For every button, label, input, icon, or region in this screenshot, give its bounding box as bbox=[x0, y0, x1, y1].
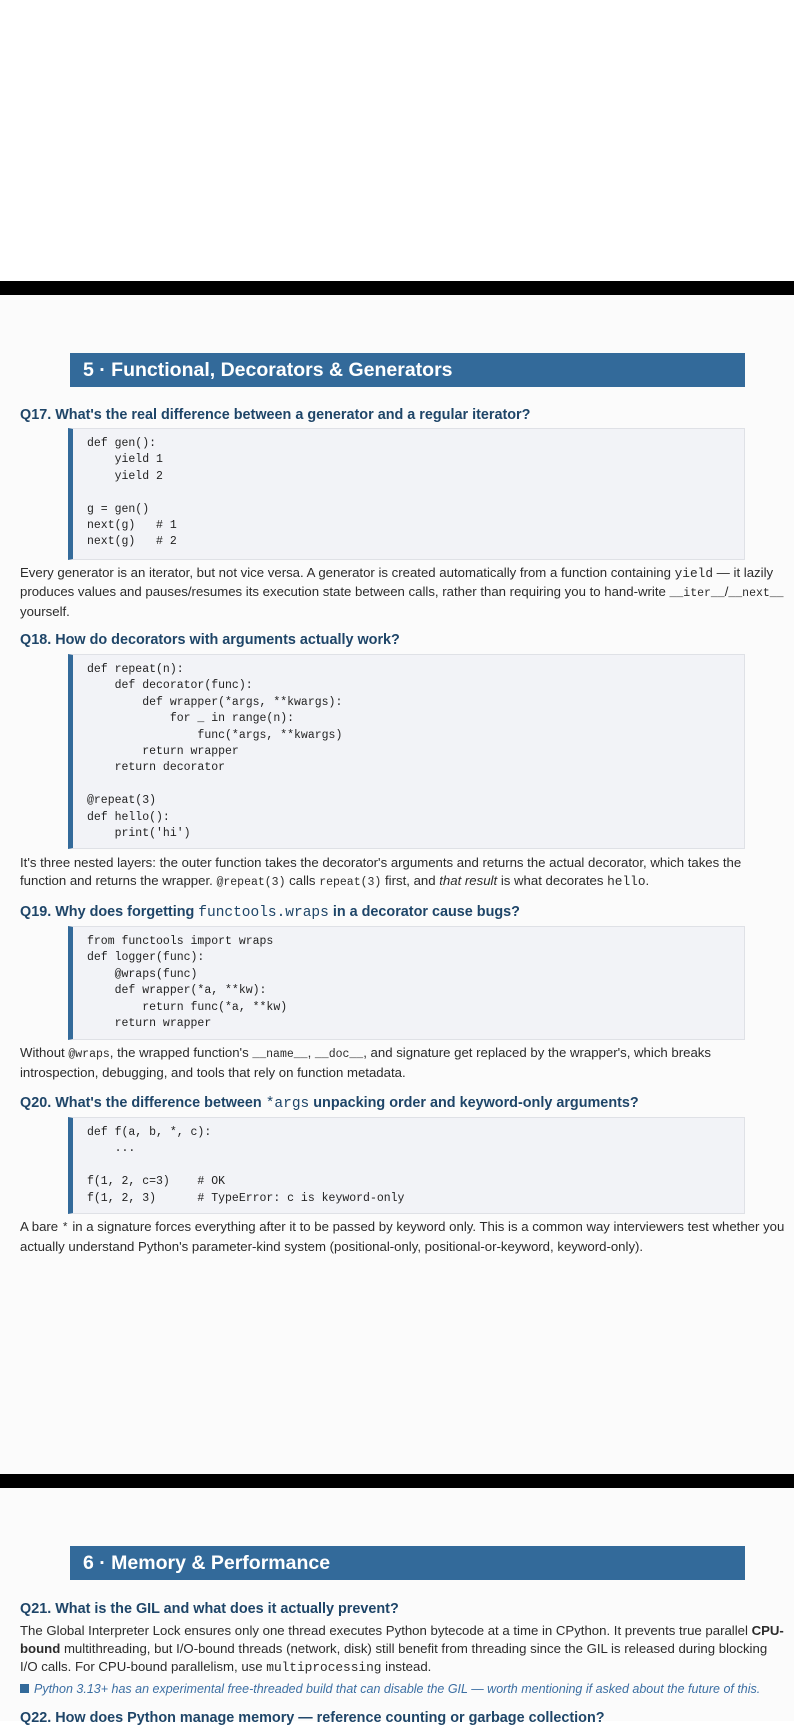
tip-note bbox=[20, 1680, 788, 1698]
answer-text: — it lazily produces values and pauses/resumes its execution state between calls, rather than requiring you to hand-write bbox=[20, 565, 774, 599]
code-block: def repeat(n): def decorator(func): def wrapper(*args, **kwargs): for _ in range(n): func(*args, **kwargs) return wrapper return decorator @repeat(3) def hello(): print('hi') bbox=[68, 654, 745, 849]
answer-text: Without bbox=[20, 1045, 69, 1060]
question-heading: Q21. What is the GIL and what does it actually prevent? bbox=[20, 1601, 399, 1617]
inline-code: functools.wraps bbox=[198, 905, 329, 921]
question-text: Q19. Why does forgetting bbox=[20, 904, 199, 920]
page-separator bbox=[0, 1474, 794, 1488]
question-heading: Q22. How does Python manage memory — reference counting or garbage collection? bbox=[20, 1710, 605, 1726]
square-bullet-icon bbox=[20, 1684, 29, 1693]
code-block: from functools import wraps def logger(func): @wraps(func) def wrapper(*a, **kw): return func(*a, **kw) return wrapper bbox=[68, 926, 745, 1040]
inline-code: yield bbox=[674, 566, 714, 581]
answer-paragraph bbox=[20, 564, 788, 621]
answer-paragraph bbox=[20, 1622, 788, 1677]
answer-text: is what decorates bbox=[497, 873, 608, 888]
inline-code: __doc__ bbox=[314, 1048, 364, 1061]
answer-text: , bbox=[307, 1045, 315, 1060]
answer-text: calls bbox=[285, 873, 320, 888]
page-separator bbox=[0, 281, 794, 295]
answer-paragraph bbox=[20, 1044, 788, 1082]
inline-code: hello bbox=[607, 874, 646, 889]
inline-code: @repeat(3) bbox=[216, 876, 286, 889]
answer-text: / bbox=[724, 584, 729, 599]
answer-text: , and signature get replaced by the wrapper's, which breaks introspection, debugging, and tools that rely on function metadata. bbox=[20, 1045, 711, 1080]
answer-text: A bare bbox=[20, 1219, 62, 1234]
answer-text: It's three nested layers: the outer function takes the decorator's arguments and returns the actual decorator, which takes the function and returns the wrapper. bbox=[20, 855, 742, 888]
question-text: in a decorator cause bugs? bbox=[328, 904, 520, 920]
inline-code: multiprocessing bbox=[266, 1660, 382, 1675]
answer-text: first, and bbox=[381, 873, 440, 888]
emphasis-text: that result bbox=[439, 873, 498, 888]
answer-text: The Global Interpreter Lock ensures only one thread executes Python bytecode at a time in CPython. It prevents true parallel bbox=[20, 1623, 752, 1638]
tip-text: Python 3.13+ has an experimental free-threaded build that can disable the GIL — worth mentioning if asked about the future of this. bbox=[34, 1682, 761, 1696]
answer-text: in a signature forces everything after it to be passed by keyword only. This is a common way interviewers test whether you actually understand Python's parameter-kind system (positional-only, positional-or-keyword, keyword-only). bbox=[20, 1219, 785, 1254]
answer-text: . bbox=[645, 873, 650, 888]
answer-text: Every generator is an iterator, but not vice versa. A generator is created automatically from a function containing bbox=[20, 565, 675, 580]
question-heading bbox=[20, 904, 520, 921]
answer-text: yourself. bbox=[20, 604, 70, 619]
code-block: def f(a, b, *, c): ... f(1, 2, c=3) # OK f(1, 2, 3) # TypeError: c is keyword-only bbox=[68, 1117, 745, 1214]
question-text: unpacking order and keyword-only arguments? bbox=[309, 1095, 639, 1111]
question-heading: Q18. How do decorators with arguments actually work? bbox=[20, 632, 400, 648]
question-heading bbox=[20, 1095, 639, 1112]
inline-code: __iter__ bbox=[669, 587, 725, 600]
strong-text: CPU-bound bbox=[20, 1623, 784, 1656]
inline-code: __name__ bbox=[252, 1048, 308, 1061]
inline-code: *args bbox=[265, 1096, 310, 1112]
answer-paragraph bbox=[20, 1218, 788, 1256]
section-header: 6 · Memory & Performance bbox=[70, 1546, 745, 1580]
inline-code: repeat(3) bbox=[319, 876, 382, 889]
question-text: Q20. What's the difference between bbox=[20, 1095, 266, 1111]
answer-text: instead. bbox=[381, 1659, 432, 1674]
inline-code: @wraps bbox=[68, 1048, 110, 1061]
question-heading: Q17. What's the real difference between a generator and a regular iterator? bbox=[20, 407, 531, 423]
inline-code: __next__ bbox=[728, 587, 784, 600]
code-block: def gen(): yield 1 yield 2 g = gen() next(g) # 1 next(g) # 2 bbox=[68, 428, 745, 560]
inline-code: * bbox=[61, 1222, 69, 1235]
section-header: 5 · Functional, Decorators & Generators bbox=[70, 353, 745, 387]
answer-text: , the wrapped function's bbox=[109, 1045, 253, 1060]
answer-text: multithreading, but I/O-bound threads (network, disk) still benefit from threading since the GIL is released during blocking I/O calls. For CPU-bound parallelism, use bbox=[20, 1641, 768, 1674]
answer-paragraph bbox=[20, 854, 788, 892]
